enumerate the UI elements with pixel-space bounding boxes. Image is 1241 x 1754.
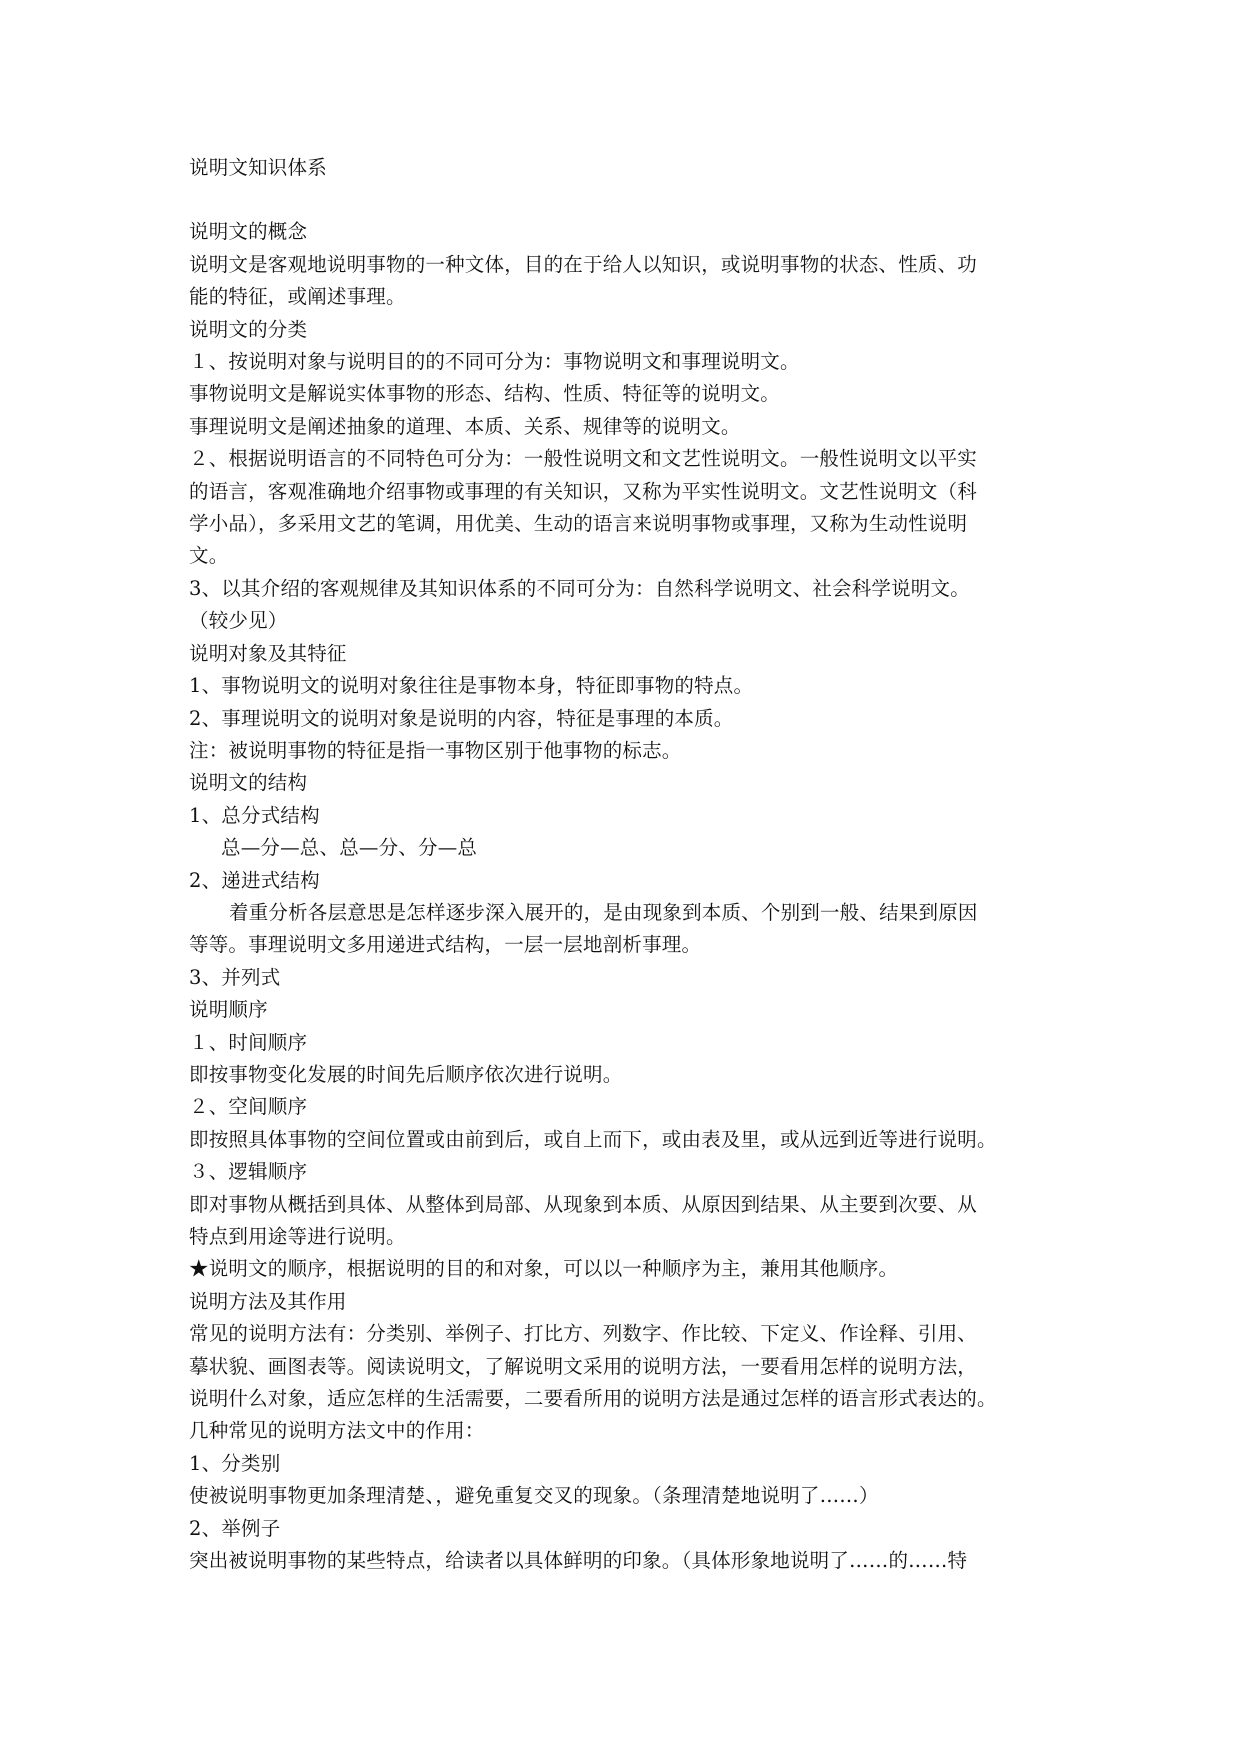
paragraph-line: ★说明文的顺序，根据说明的目的和对象，可以以一种顺序为主，兼用其他顺序。 bbox=[189, 1257, 899, 1281]
paragraph-line: （较少见） bbox=[189, 609, 288, 633]
paragraph-line: 即按事物变化发展的时间先后顺序依次进行说明。 bbox=[189, 1062, 623, 1086]
paragraph-line: １、按说明对象与说明目的的不同可分为：事物说明文和事理说明文。 bbox=[189, 350, 800, 374]
heading-classification: 说明文的分类 bbox=[189, 317, 308, 341]
paragraph-line: 能的特征，或阐述事理。 bbox=[189, 285, 406, 309]
paragraph-line: 特点到用途等进行说明。 bbox=[189, 1225, 406, 1248]
document-title: 说明文知识体系 bbox=[189, 156, 327, 179]
paragraph-line: 1、分类别 bbox=[189, 1451, 281, 1475]
paragraph-line: 2、递进式结构 bbox=[189, 868, 320, 892]
paragraph-line: 事理说明文是阐述抽象的道理、本质、关系、规律等的说明文。 bbox=[189, 414, 741, 438]
paragraph-line: 说明文是客观地说明事物的一种文体，目的在于给人以知识，或说明事物的状态、性质、功 bbox=[189, 252, 978, 276]
paragraph-line: ２、空间顺序 bbox=[189, 1095, 308, 1119]
paragraph-line: ３、逻辑顺序 bbox=[189, 1160, 308, 1184]
paragraph-line: 常见的说明方法有：分类别、举例子、打比方、列数字、作比较、下定义、作诠释、引用、 bbox=[189, 1322, 978, 1346]
heading-structure: 说明文的结构 bbox=[189, 771, 308, 795]
paragraph-line: 即对事物从概括到具体、从整体到局部、从现象到本质、从原因到结果、从主要到次要、从 bbox=[189, 1192, 978, 1216]
paragraph-line: 3、并列式 bbox=[189, 965, 281, 989]
blank-line bbox=[189, 184, 1069, 216]
paragraph-line: 2、事理说明文的说明对象是说明的内容，特征是事理的本质。 bbox=[189, 706, 734, 730]
paragraph-line: 事物说明文是解说实体事物的形态、结构、性质、特征等的说明文。 bbox=[189, 382, 781, 406]
paragraph-line: 等等。事理说明文多用递进式结构，一层一层地剖析事理。 bbox=[189, 933, 702, 957]
paragraph-line: 即按照具体事物的空间位置或由前到后，或自上而下，或由表及里，或从远到近等进行说明。 bbox=[189, 1127, 997, 1151]
paragraph-line: 使被说明事物更加条理清楚、，避免重复交叉的现象。（条理清楚地说明了……） bbox=[189, 1484, 879, 1508]
paragraph-line: 几种常见的说明方法文中的作用： bbox=[189, 1419, 485, 1443]
heading-concept: 说明文的概念 bbox=[189, 220, 308, 244]
heading-order: 说明顺序 bbox=[189, 998, 268, 1022]
paragraph-line: 突出被说明事物的某些特点，给读者以具体鲜明的印象。（具体形象地说明了……的……特 bbox=[189, 1549, 968, 1573]
paragraph-line: 着重分析各层意思是怎样逐步深入展开的，是由现象到本质、个别到一般、结果到原因 bbox=[229, 900, 978, 924]
paragraph-line: 1、总分式结构 bbox=[189, 803, 320, 827]
paragraph-line: 摹状貌、画图表等。阅读说明文，了解说明文采用的说明方法，一要看用怎样的说明方法， bbox=[189, 1354, 978, 1378]
paragraph-line: 1、事物说明文的说明对象往往是事物本身，特征即事物的特点。 bbox=[189, 674, 754, 698]
paragraph-line: 的语言，客观准确地介绍事物或事理的有关知识，又称为平实性说明文。文艺性说明文（科 bbox=[189, 479, 978, 503]
paragraph-line: 2、举例子 bbox=[189, 1516, 281, 1540]
paragraph-line: 文。 bbox=[189, 544, 229, 568]
paragraph-line: 注：被说明事物的特征是指一事物区别于他事物的标志。 bbox=[189, 738, 682, 762]
document-body bbox=[189, 152, 1069, 1577]
paragraph-line: １、时间顺序 bbox=[189, 1030, 308, 1054]
paragraph-line: ２、根据说明语言的不同特色可分为：一般性说明文和文艺性说明文。一般性说明文以平实 bbox=[189, 447, 978, 471]
paragraph-line: 学小品），多采用文艺的笔调，用优美、生动的语言来说明事物或事理，又称为生动性说明 bbox=[189, 512, 968, 536]
paragraph-line: 说明什么对象，适应怎样的生活需要，二要看所用的说明方法是通过怎样的语言形式表达的。 bbox=[189, 1387, 997, 1411]
heading-object-features: 说明对象及其特征 bbox=[189, 641, 347, 665]
paragraph-line: 3、以其介绍的客观规律及其知识体系的不同可分为：自然科学说明文、社会科学说明文。 bbox=[189, 576, 970, 600]
paragraph-line: 总—分—总、总—分、分—总 bbox=[221, 836, 478, 860]
heading-methods: 说明方法及其作用 bbox=[189, 1289, 347, 1313]
